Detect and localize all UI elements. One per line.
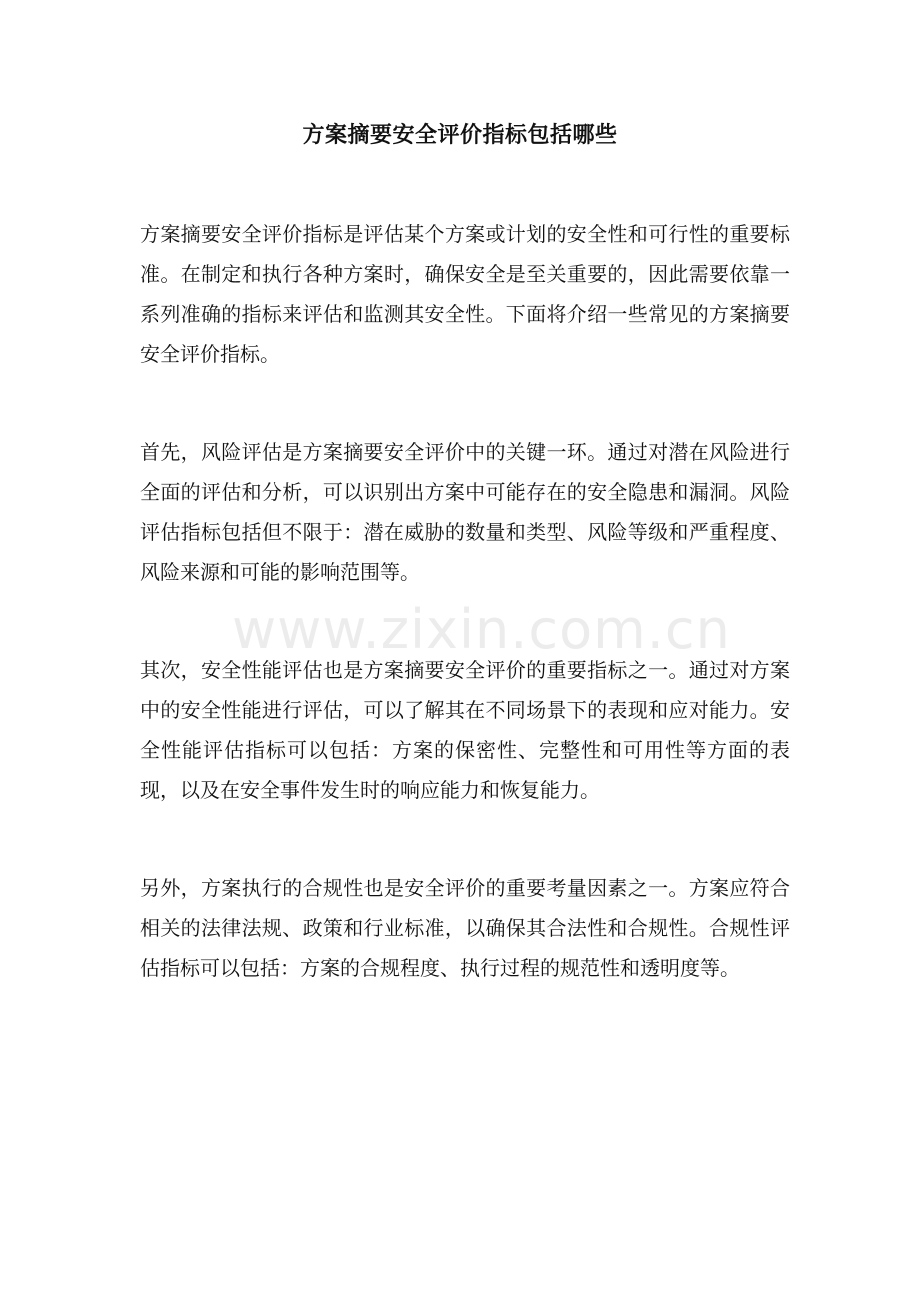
watermark-text: www.zixin.com.cn [232, 598, 731, 661]
document-body [140, 214, 790, 1046]
paragraph-compliance: 另外，方案执行的合规性也是安全评价的重要考量因素之一。方案应符合相关的法律法规、政策和行业标准，以确保其合法性和合规性。合规性评估指标可以包括：方案的合规程度、执行过程的规范性和透明度等。 [140, 876, 790, 980]
document-title: 方案摘要安全评价指标包括哪些 [302, 122, 618, 148]
paragraph-security-performance: 其次，安全性能评估也是方案摘要安全评价的重要指标之一。通过对方案中的安全性能进行评估，可以了解其在不同场景下的表现和应对能力。安全性能评估指标可以包括：方案的保密性、完整性和可用性等方面的表现，以及在安全事件发生时的响应能力和恢复能力。 [140, 658, 790, 802]
paragraph-risk-assessment: 首先，风险评估是方案摘要安全评价中的关键一环。通过对潜在风险进行全面的评估和分析，可以识别出方案中可能存在的安全隐患和漏洞。风险评估指标包括但不限于：潜在威胁的数量和类型、风险等级和严重程度、风险来源和可能的影响范围等。 [140, 440, 790, 584]
paragraph-intro: 方案摘要安全评价指标是评估某个方案或计划的安全性和可行性的重要标准。在制定和执行各种方案时，确保安全是至关重要的，因此需要依靠一系列准确的指标来评估和监测其安全性。下面将介绍一些常见的方案摘要安全评价指标。 [140, 222, 790, 366]
